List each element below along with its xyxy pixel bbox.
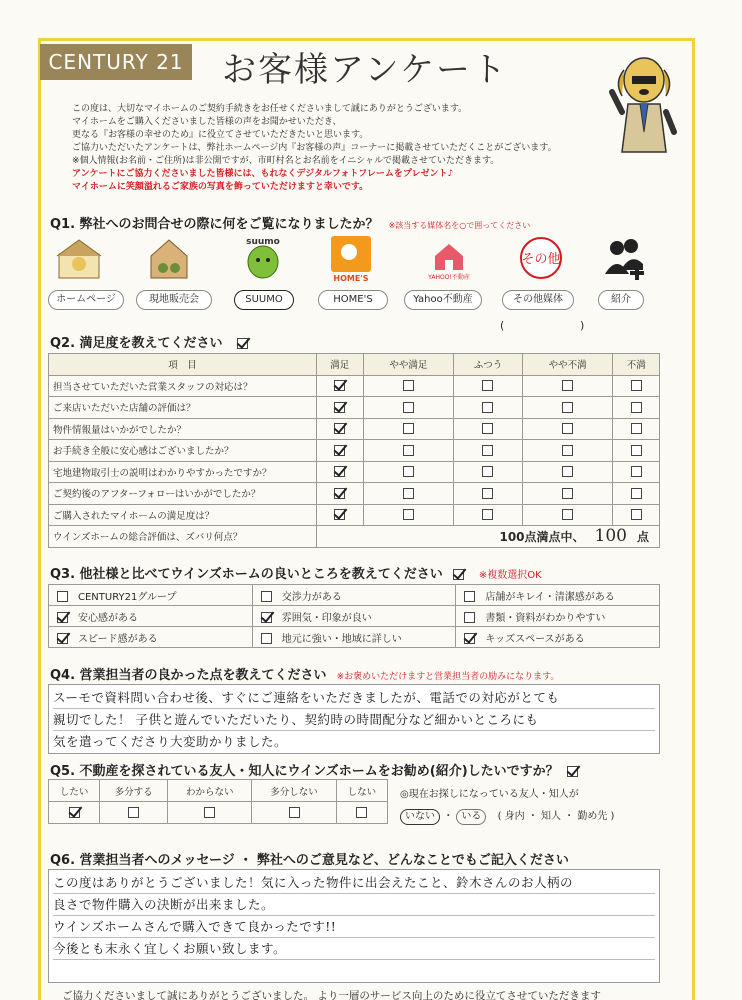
table-row bbox=[49, 418, 660, 440]
rating-checkbox[interactable] bbox=[334, 509, 345, 520]
table-row bbox=[49, 483, 660, 505]
q3-heading-checkbox bbox=[453, 569, 464, 580]
rating-checkbox[interactable] bbox=[631, 466, 642, 477]
q2-heading bbox=[50, 332, 248, 351]
rating-checkbox[interactable] bbox=[334, 402, 345, 413]
q3-option[interactable] bbox=[456, 585, 660, 606]
q1-title: Q1. 弊社へのお問合せの際に何をご覧になりましたか？ bbox=[50, 217, 379, 232]
q3-option[interactable] bbox=[49, 627, 253, 648]
row-label: 物件情報量はいかがでしたか？ bbox=[49, 418, 317, 440]
overall-score-row bbox=[49, 526, 660, 548]
option-checkbox[interactable] bbox=[464, 612, 475, 623]
intro-line: 更なる『お客様の幸せのため』に役立てさせていただきたいと思います。 bbox=[72, 130, 369, 140]
other-media-paren-open: ( bbox=[500, 319, 505, 332]
friend-yes-option[interactable]: いる bbox=[456, 809, 486, 825]
option-label: 交渉力がある bbox=[281, 591, 342, 603]
friend-separator: ・ bbox=[443, 811, 454, 822]
rating-checkbox[interactable] bbox=[631, 423, 642, 434]
q4-note: ※お褒めいただけますと営業担当者の励みになります。 bbox=[336, 672, 560, 682]
q5-option-label: したい bbox=[49, 780, 100, 802]
rating-checkbox[interactable] bbox=[482, 445, 493, 456]
rating-checkbox[interactable] bbox=[403, 402, 414, 413]
other-logo-text: その他 bbox=[521, 252, 561, 267]
overall-label: ウインズホームの総合評価は、ズバリ何点？ bbox=[49, 526, 317, 548]
col-satisfied: 満足 bbox=[317, 354, 364, 376]
homes-logo-text: HOME'S bbox=[333, 274, 369, 282]
intro-photo-line: マイホームに笑顔溢れるご家族の写真を飾っていただけますと幸いです。 bbox=[72, 182, 369, 192]
table-row bbox=[49, 461, 660, 483]
rating-checkbox[interactable] bbox=[631, 509, 642, 520]
col-dissatisfied: 不満 bbox=[613, 354, 660, 376]
q4-answer-line: スーモで資料問い合わせ後、すぐにご連絡をいただきましたが、電話での対応がとても bbox=[53, 687, 655, 709]
col-neutral: ふつう bbox=[454, 354, 523, 376]
rating-checkbox[interactable] bbox=[482, 509, 493, 520]
rating-checkbox[interactable] bbox=[403, 380, 414, 391]
yahoo-logo-text: YAHOO!不動産 bbox=[428, 274, 470, 281]
overall-value[interactable]: 100 bbox=[594, 526, 627, 547]
page-title: お客様アンケート bbox=[222, 50, 508, 90]
option-checkbox[interactable] bbox=[261, 612, 272, 623]
recommend-checkbox[interactable] bbox=[356, 807, 367, 818]
table-row bbox=[49, 397, 660, 419]
intro-present-line: アンケートにご協力くださいました皆様には、もれなくデジタルフォトフレームをプレゼント♪ bbox=[72, 169, 454, 179]
q5-options-table bbox=[48, 779, 388, 824]
q6-answer-line: 良さで物件購入の決断が出来ました。 bbox=[53, 894, 655, 916]
q3-option[interactable] bbox=[49, 606, 253, 627]
footer-thanks: ご協力くださいまして誠にありがとうございました。 より一層のサービス向上のために役立てさせていただきます bbox=[62, 990, 601, 1000]
q6-answer-box[interactable] bbox=[48, 869, 660, 983]
option-checkbox[interactable] bbox=[57, 633, 68, 644]
q3-option[interactable] bbox=[456, 606, 660, 627]
q3-option[interactable] bbox=[49, 585, 253, 606]
media-option-homes[interactable]: HOME'S bbox=[318, 290, 388, 310]
media-icons bbox=[45, 234, 660, 284]
q6-answer-line: 今後とも末永く宜しくお願い致します。 bbox=[53, 938, 655, 960]
recommend-checkbox[interactable] bbox=[204, 807, 215, 818]
q5-option-label: しない bbox=[336, 780, 387, 802]
table-row bbox=[49, 627, 660, 648]
rating-checkbox[interactable] bbox=[482, 402, 493, 413]
friend-detail: ( 身内 ・ 知人 ・ 勤め先 ) bbox=[497, 811, 615, 822]
friend-question bbox=[400, 784, 614, 828]
recommend-checkbox[interactable] bbox=[289, 807, 300, 818]
row-label: お手続き全般に安心感はございましたか？ bbox=[49, 440, 317, 462]
option-label: 書類・資料がわかりやすい bbox=[485, 612, 606, 624]
row-label: ご来店いただいた店舗の評価は？ bbox=[49, 397, 317, 419]
homepage-icon[interactable] bbox=[55, 234, 103, 282]
row-label: 宅地建物取引士の説明はわかりやすかったですか？ bbox=[49, 461, 317, 483]
q4-answer-box[interactable] bbox=[48, 684, 660, 754]
friend-answer-row bbox=[400, 806, 614, 828]
option-label: キッズスペースがある bbox=[485, 633, 585, 645]
rating-checkbox[interactable] bbox=[631, 402, 642, 413]
satisfaction-header-row bbox=[49, 354, 660, 376]
intro-line: マイホームをご購入くださいました皆様の声をお聞かせいただき、 bbox=[72, 117, 342, 127]
rating-checkbox[interactable] bbox=[562, 402, 573, 413]
option-checkbox[interactable] bbox=[261, 591, 272, 602]
media-option-onsite[interactable]: 現地販売会 bbox=[136, 290, 212, 310]
rating-checkbox[interactable] bbox=[334, 445, 345, 456]
q2-heading-checkbox bbox=[237, 338, 248, 349]
homes-icon[interactable] bbox=[327, 234, 375, 282]
q3-note: ※複数選択OK bbox=[478, 570, 542, 581]
table-row bbox=[49, 440, 660, 462]
q2-title: Q2. 満足度を教えてください bbox=[50, 336, 223, 351]
q4-heading bbox=[50, 664, 559, 683]
rating-checkbox[interactable] bbox=[403, 445, 414, 456]
rating-checkbox[interactable] bbox=[562, 488, 573, 499]
rating-checkbox[interactable] bbox=[562, 466, 573, 477]
overall-prefix: 100点満点中、 bbox=[499, 530, 585, 545]
rating-checkbox[interactable] bbox=[631, 445, 642, 456]
option-label: 店舗がキレイ・清潔感がある bbox=[485, 591, 615, 603]
rating-checkbox[interactable] bbox=[482, 488, 493, 499]
rating-checkbox[interactable] bbox=[482, 380, 493, 391]
q6-title: Q6. 営業担当者へのメッセージ ・ 弊社へのご意見など、どんなことでもご記入ください bbox=[50, 853, 569, 868]
col-somewhat-satisfied: やや満足 bbox=[363, 354, 454, 376]
rating-checkbox[interactable] bbox=[403, 509, 414, 520]
q3-title: Q3. 他社様と比べてウインズホームの良いところを教えてください bbox=[50, 567, 443, 582]
media-option-suumo[interactable]: SUUMO bbox=[234, 290, 294, 310]
satisfaction-table bbox=[48, 353, 660, 548]
q3-option[interactable] bbox=[252, 606, 456, 627]
option-checkbox[interactable] bbox=[464, 633, 475, 644]
q5-option-label: わからない bbox=[168, 780, 252, 802]
friend-none-option[interactable]: いない bbox=[400, 809, 440, 825]
option-label: CENTURY21グループ bbox=[78, 591, 177, 603]
table-row bbox=[49, 585, 660, 606]
option-label: 地元に強い・地域に詳しい bbox=[281, 633, 402, 645]
table-row bbox=[49, 780, 388, 802]
q6-answer-line bbox=[53, 960, 655, 982]
overall-suffix: 点 bbox=[636, 530, 649, 545]
q3-option[interactable] bbox=[252, 585, 456, 606]
q5-heading-checkbox bbox=[567, 766, 578, 777]
q5-heading bbox=[50, 760, 578, 779]
rating-checkbox[interactable] bbox=[482, 423, 493, 434]
recommend-checkbox[interactable] bbox=[128, 807, 139, 818]
rating-checkbox[interactable] bbox=[562, 380, 573, 391]
rating-checkbox[interactable] bbox=[403, 466, 414, 477]
other-media-paren-close: ) bbox=[580, 319, 585, 332]
media-labels bbox=[46, 290, 666, 312]
rating-checkbox[interactable] bbox=[334, 380, 345, 391]
rating-checkbox[interactable] bbox=[403, 488, 414, 499]
q3-option[interactable] bbox=[456, 627, 660, 648]
rating-checkbox[interactable] bbox=[631, 380, 642, 391]
row-label: ご契約後のアフターフォローはいかがでしたか？ bbox=[49, 483, 317, 505]
intro-line: ※個人情報(お名前・ご住所)は非公開ですが、市町村名とお名前をイニシャルで掲載させていただきます。 bbox=[72, 156, 500, 166]
q6-answer-line: ウインズホームさんで購入できて良かったです!! bbox=[53, 916, 655, 938]
table-row bbox=[49, 606, 660, 627]
suumo-logo-text: suumo bbox=[246, 237, 280, 247]
row-label: 担当させていただいた営業スタッフの対応は？ bbox=[49, 375, 317, 397]
friend-question-label: ◎現在お探しになっている友人・知人が bbox=[400, 789, 579, 800]
q4-answer-line: 親切でした！ 子供と遊んでいただいたり、契約時の時間配分など細かいところにも bbox=[53, 709, 655, 731]
option-label: 雰囲気・印象が良い bbox=[281, 612, 372, 624]
rating-checkbox[interactable] bbox=[562, 423, 573, 434]
rating-checkbox[interactable] bbox=[334, 423, 345, 434]
q1-heading bbox=[50, 213, 530, 232]
q3-options-table bbox=[48, 584, 660, 648]
rating-checkbox[interactable] bbox=[334, 466, 345, 477]
media-option-other[interactable]: その他媒体 bbox=[502, 290, 574, 310]
q4-title: Q4. 営業担当者の良かった点を教えてください bbox=[50, 668, 327, 683]
option-label: スピード感がある bbox=[78, 633, 158, 645]
q3-heading bbox=[50, 563, 542, 582]
q5-title: Q5. 不動産を探されている友人・知人にウインズホームをお勧め(紹介)したいですか？ bbox=[50, 764, 559, 779]
rating-checkbox[interactable] bbox=[482, 466, 493, 477]
media-option-referral[interactable]: 紹介 bbox=[598, 290, 644, 310]
option-label: 安心感がある bbox=[78, 612, 138, 624]
rating-checkbox[interactable] bbox=[562, 509, 573, 520]
rating-checkbox[interactable] bbox=[631, 488, 642, 499]
other-media-icon[interactable] bbox=[517, 234, 565, 282]
table-row bbox=[49, 504, 660, 526]
option-checkbox[interactable] bbox=[464, 591, 475, 602]
intro-text bbox=[72, 103, 632, 194]
referral-icon[interactable] bbox=[601, 234, 649, 282]
option-checkbox[interactable] bbox=[57, 591, 68, 602]
q6-answer-line: この度はありがとうございました！気に入った物件に出会えたこと、鈴木さんのお人柄の bbox=[53, 872, 655, 894]
yahoo-realestate-icon[interactable] bbox=[425, 234, 473, 282]
q6-heading bbox=[50, 849, 569, 868]
table-row bbox=[49, 375, 660, 397]
suumo-icon[interactable] bbox=[239, 234, 287, 282]
rating-checkbox[interactable] bbox=[403, 423, 414, 434]
row-label: ご購入されたマイホームの満足度は？ bbox=[49, 504, 317, 526]
col-somewhat-dissatisfied: やや不満 bbox=[522, 354, 613, 376]
q5-option-label: 多分しない bbox=[252, 780, 336, 802]
q5-option-label: 多分する bbox=[100, 780, 168, 802]
col-item: 項 目 bbox=[49, 354, 317, 376]
media-option-yahoo[interactable]: Yahoo不動産 bbox=[404, 290, 482, 310]
rating-checkbox[interactable] bbox=[334, 488, 345, 499]
option-checkbox[interactable] bbox=[261, 633, 272, 644]
century21-logo: CENTURY 21 bbox=[40, 44, 192, 80]
table-row bbox=[49, 802, 388, 824]
q4-answer-line: 気を遣ってくださり大変助かりました。 bbox=[53, 734, 288, 749]
q3-option[interactable] bbox=[252, 627, 456, 648]
q1-note: ※該当する媒体名を○で囲ってください bbox=[388, 221, 531, 230]
rating-checkbox[interactable] bbox=[562, 445, 573, 456]
onsite-sale-icon[interactable] bbox=[145, 234, 193, 282]
option-checkbox[interactable] bbox=[57, 612, 68, 623]
media-option-homepage[interactable]: ホームページ bbox=[48, 290, 124, 310]
overall-score bbox=[317, 526, 660, 548]
intro-line: この度は、大切なマイホームのご契約手続きをお任せくださいまして誠にありがとうございます。 bbox=[72, 104, 468, 114]
recommend-checkbox[interactable] bbox=[69, 807, 80, 818]
intro-line: ご協力いただいたアンケートは、弊社ホームページ内『お客様の声』コーナーに掲載させていただくことがございます。 bbox=[72, 143, 557, 153]
